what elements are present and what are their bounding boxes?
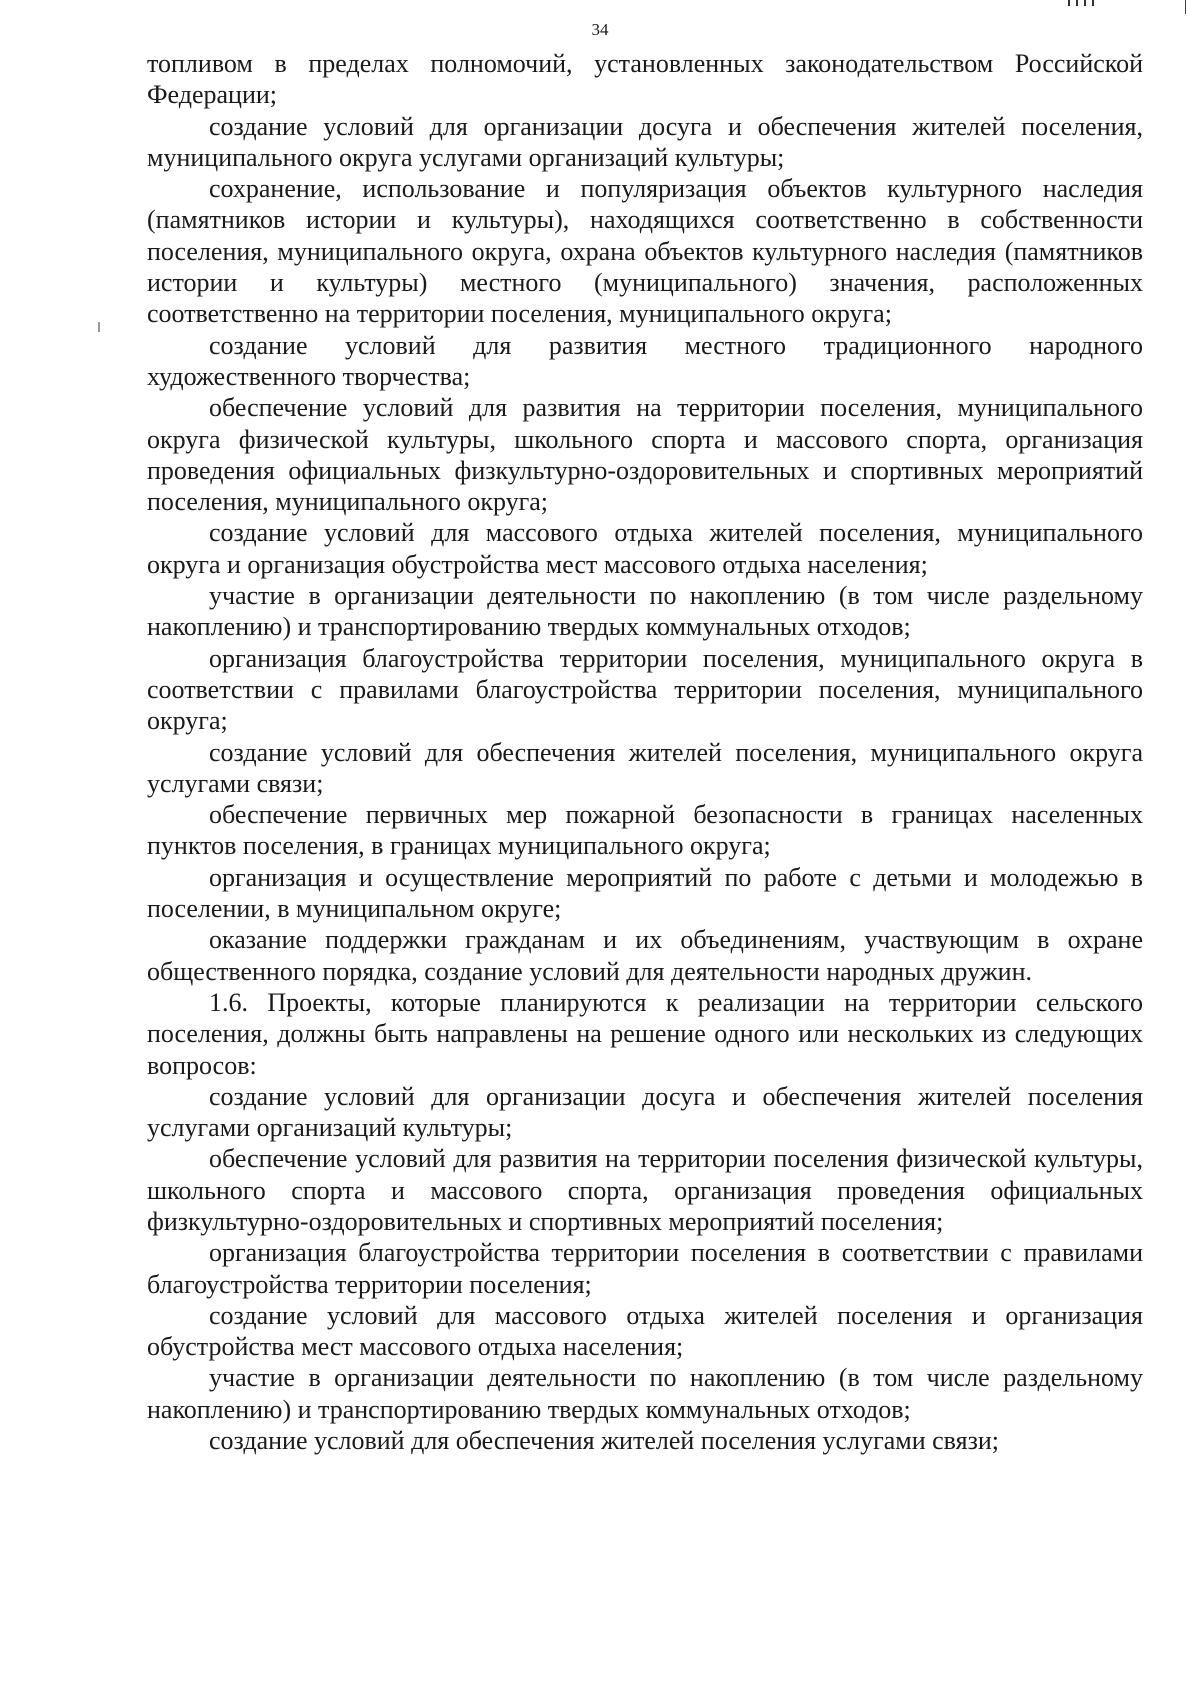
paragraph: создание условий для развития местного традиционного народного художественного творчества; bbox=[147, 330, 1143, 391]
paragraph: создание условий для организации досуга и обеспечения жителей поселения услугами организаций культуры; bbox=[147, 1081, 1143, 1143]
paragraph: участие в организации деятельности по накоплению (в том числе раздельному накоплению) и транспортированию твердых коммунальных отходов; bbox=[147, 581, 1143, 642]
paragraph: создание условий для обеспечения жителей поселения услугами связи; bbox=[209, 1426, 999, 1456]
document-body bbox=[147, 48, 1143, 1456]
paragraph: организация благоустройства территории поселения, муниципального округа в соответствии с правилами благоустройства территории поселения, муниципального округа; bbox=[147, 643, 1143, 736]
scan-corner-mark bbox=[1068, 0, 1178, 6]
paragraph: организация благоустройства территории поселения в соответствии с правилами благоустройства территории поселения; bbox=[147, 1238, 1143, 1299]
paragraph: участие в организации деятельности по накоплению (в том числе раздельному накоплению) и транспортированию твердых коммунальных отходов; bbox=[147, 1363, 1143, 1424]
paragraph: создание условий для массового отдыха жителей поселения и организация обустройства мест массового отдыха населения; bbox=[147, 1300, 1143, 1362]
paragraph: обеспечение первичных мер пожарной безопасности в границах населенных пунктов поселения, в границах муниципального округа; bbox=[147, 800, 1143, 861]
paragraph: обеспечение условий для развития на территории поселения физической культуры, школьного спорта и массового спорта, организация проведения официальных физкультурно-оздоровительных и спортивных мероприятий поселения; bbox=[147, 1144, 1143, 1236]
paragraph: сохранение, использование и популяризация объектов культурного наследия (памятников истории и культуры), находящихся соответственно в собственности поселения, муниципального округа, охрана объектов культурного наследия (памятников истории и культуры) местного (муниципального) значения, расположенных соответственно на территории поселения, муниципального округа; bbox=[147, 174, 1143, 329]
section-paragraph-1-6: 1.6. Проекты, которые планируются к реализации на территории сельского поселения, должны быть направлены на решение одного или нескольких из следующих вопросов: bbox=[147, 987, 1143, 1080]
paragraph-continuation: топливом в пределах полномочий, установленных законодательством Российской Федерации; bbox=[147, 49, 1143, 110]
scan-margin-speck bbox=[98, 322, 100, 332]
paragraph: создание условий для организации досуга и обеспечения жителей поселения, муниципального округа услугами организаций культуры; bbox=[147, 111, 1143, 172]
paragraph: обеспечение условий для развития на территории поселения, муниципального округа физической культуры, школьного спорта и массового спорта, организация проведения официальных физкультурно-оздоровительных и спортивных мероприятий поселения, муниципального округа; bbox=[147, 393, 1143, 517]
paragraph: создание условий для обеспечения жителей поселения, муниципального округа услугами связи; bbox=[147, 737, 1143, 798]
scan-edge-line bbox=[1185, 0, 1186, 14]
paragraph: оказание поддержки гражданам и их объединениям, участвующим в охране общественного порядка, создание условий для деятельности народных дружин. bbox=[147, 925, 1143, 986]
page-number: 34 bbox=[591, 20, 609, 39]
paragraph: создание условий для массового отдыха жителей поселения, муниципального округа и организация обустройства мест массового отдыха населения; bbox=[147, 518, 1143, 579]
paragraph: организация и осуществление мероприятий по работе с детьми и молодежью в поселении, в муниципальном округе; bbox=[147, 862, 1143, 924]
